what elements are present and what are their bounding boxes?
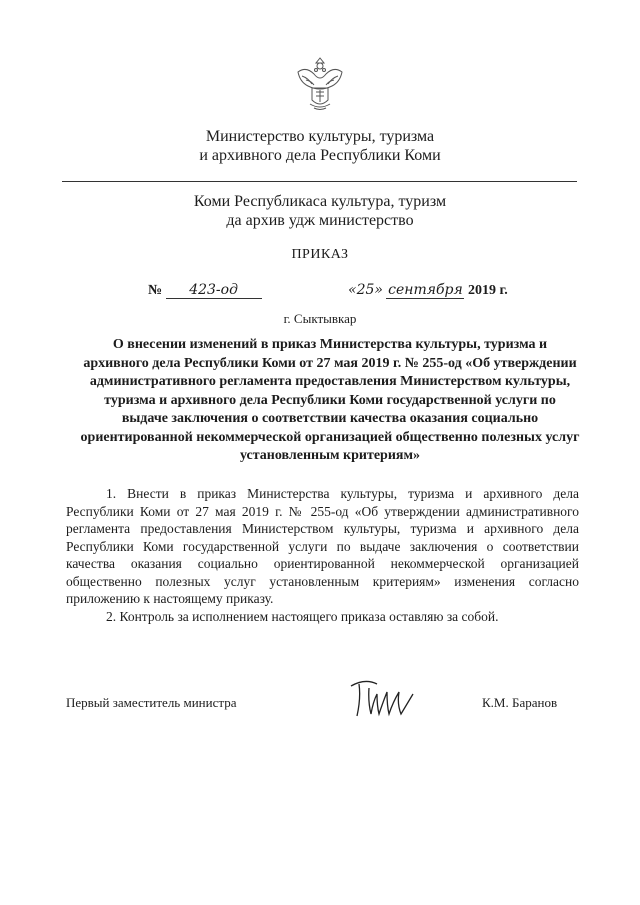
order-date-day: «25» [348, 282, 383, 298]
order-body [66, 485, 579, 625]
handwritten-signature [345, 676, 423, 726]
order-number-value: 423-од [166, 282, 262, 299]
order-date-year: 2019 г. [467, 283, 508, 298]
order-date [348, 282, 508, 299]
body-paragraph-1: 1. Внести в приказ Министерства культуры, туризма и архивного дела Республики Коми от 27 мая 2019 г. № 255-од «Об утверждении административного регламента предоставления Министерством культуры, туризма и архивного дела Республики Коми государственной услуги по выдаче заключения о соответствии качества оказания социально ориентированной некоммерческой организацией общественно полезных услуг установленным критериям» изменения согласно приложению к настоящему приказу. [66, 486, 579, 606]
org-name-komi-line2: да архив удж министерство [226, 212, 414, 229]
coat-of-arms-emblem [288, 52, 352, 116]
order-date-month: сентября [388, 282, 463, 298]
body-paragraph-2: 2. Контроль за исполнением настоящего приказа оставляю за собой. [106, 608, 499, 624]
order-subject: О внесении изменений в приказ Министерства культуры, туризма и архивного дела Республики Коми от 27 мая 2019 г. № 255-од «Об утверждении административного регламента предоставления Министерством культуры, туризма и архивного дела Республики Коми государственной услуги по выдаче заключения о соответствии качества оказания социально ориентированной некоммерческой организацией общественно полезных услуг установленным критериям» [80, 337, 580, 463]
order-number-prefix: № [148, 283, 163, 298]
header-divider [62, 181, 577, 182]
document-title: ПРИКАЗ [291, 247, 349, 262]
org-name-komi-line1: Коми Республикаса культура, туризм [193, 193, 447, 210]
org-name-ru-line2: и архивного дела Республики Коми [199, 147, 441, 164]
signatory-position: Первый заместитель министра [66, 695, 237, 710]
order-number [148, 282, 262, 299]
org-name-ru-line1: Министерство культуры, туризма [205, 128, 435, 145]
signatory-name: К.М. Баранов [482, 695, 558, 710]
city: г. Сыктывкар [283, 311, 357, 326]
